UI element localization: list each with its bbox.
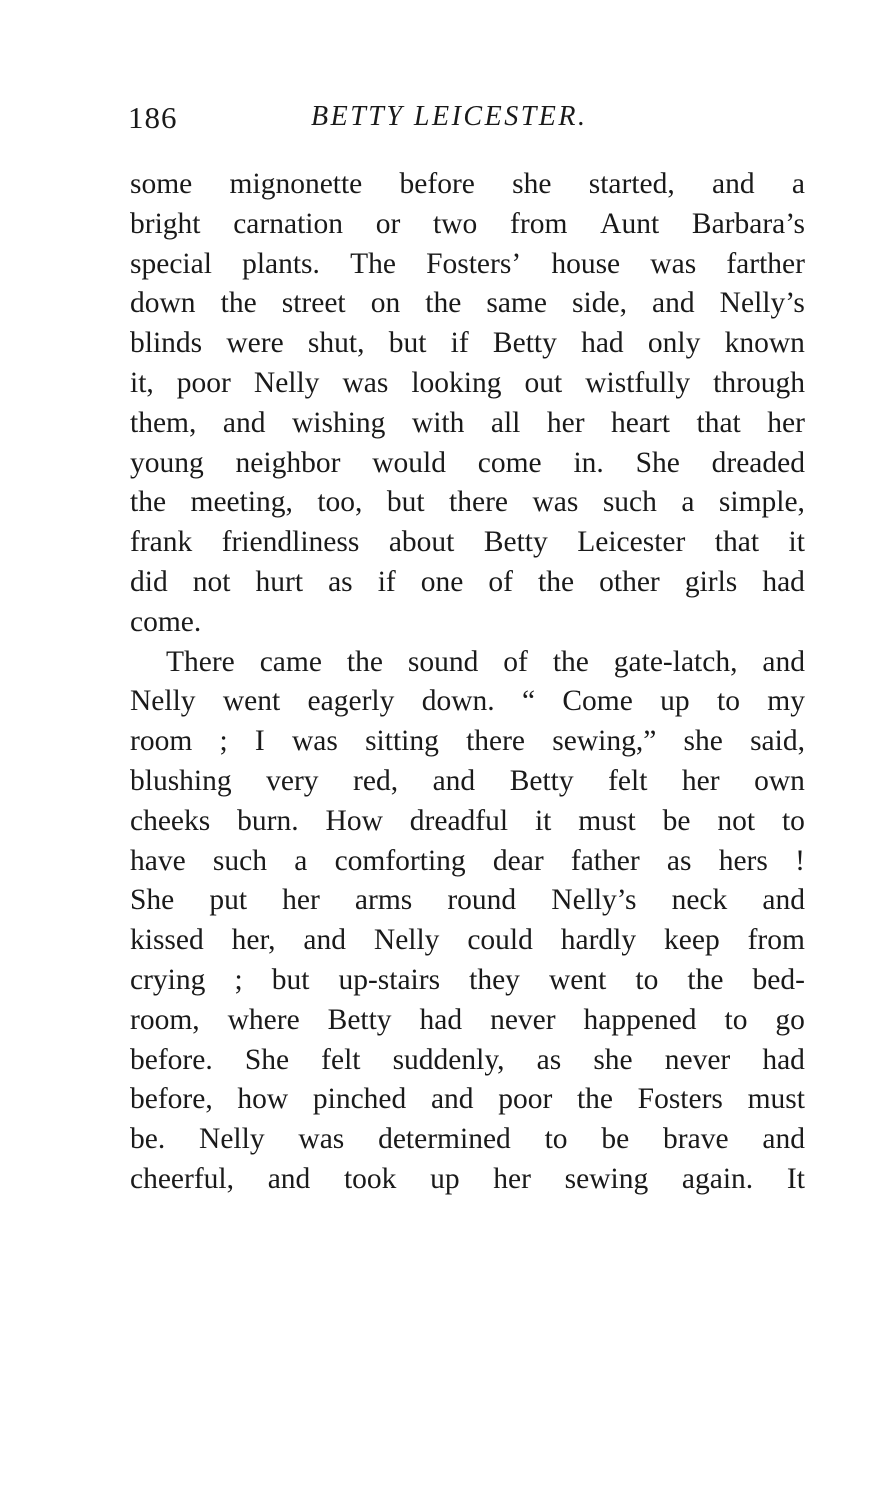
text-line [130,921,805,961]
word: the [576,1083,613,1116]
word: Come [562,685,633,718]
text-line [130,444,805,484]
word: father [570,844,640,877]
word: felt [608,764,648,797]
text-line [130,682,805,722]
word: determined [378,1123,511,1156]
word: in. [573,446,604,479]
word: be [601,1123,630,1156]
word: arms [354,884,413,917]
word: the [346,645,383,678]
word: Nelly’s [551,884,637,917]
word: Fosters’ [426,247,522,280]
word: or [375,207,401,240]
word: dreaded [711,446,805,479]
word: to [781,804,805,837]
word: and [762,645,805,678]
word: her [493,1162,531,1195]
word: Betty [492,327,557,360]
word: ; [219,725,228,758]
body-text [130,165,805,1200]
word: very [266,764,319,797]
word: was [532,486,579,519]
word: had [419,1003,463,1036]
word: did [130,565,168,598]
word: her [282,884,320,917]
word: not [717,804,756,837]
word: was [342,366,389,399]
word: she [683,725,723,758]
word: had [762,565,805,598]
word: of [488,565,513,598]
word: round [447,884,517,917]
word: my [767,685,805,718]
word: Nelly [130,685,196,718]
word: plants. [242,247,320,280]
text-line [130,961,805,1001]
word: Barbara’s [691,207,805,240]
word: blinds [130,327,203,360]
word: mignonette [229,168,363,200]
word: There [166,645,235,678]
word: there [449,486,509,519]
word: how [237,1083,289,1116]
text-line [130,205,805,245]
word: said, [750,725,805,758]
word: special [130,247,212,280]
word: the [220,287,257,320]
word: crying [130,963,206,996]
word: bed- [752,963,805,996]
word: her, [231,924,276,957]
word: from [510,207,568,240]
word: pinched [312,1083,407,1116]
word: before. [130,1043,213,1076]
word: again. [681,1162,754,1195]
word: cheeks [130,804,211,837]
word: poor [498,1083,553,1116]
word: was [298,1123,345,1156]
word: before [399,168,475,200]
word: if [450,327,469,360]
word: and [762,884,805,917]
word: started, [588,168,675,200]
word: and [712,168,755,200]
word: Nelly [373,924,440,957]
word: looking [411,366,502,399]
word: suddenly, [392,1043,505,1076]
word: felt [321,1043,361,1076]
word: came [259,645,322,678]
word: red, [353,764,399,797]
word: and [652,287,695,320]
page-number: 186 [128,100,178,135]
word: neck [671,884,728,917]
word: and [432,764,476,797]
word: her [681,764,720,797]
text-line [130,364,805,404]
word: hurt [255,565,304,598]
word: as [328,565,353,598]
text-line [130,1080,805,1120]
word: before, [130,1083,213,1116]
word: down. [421,685,495,718]
word: meeting, [190,486,293,519]
text-line [130,523,805,563]
word: I [254,725,265,758]
word: hardly [560,924,637,957]
word: Betty [483,526,548,559]
word: it [534,804,552,837]
text-line [130,284,805,324]
word: but [386,486,425,519]
word: Nelly’s [719,287,805,320]
word: The [350,247,396,280]
word: all [490,406,521,439]
word: up-stairs [338,963,441,996]
word: ! [795,844,805,877]
word: of [503,645,528,678]
word: the [538,565,575,598]
word: Aunt [600,207,660,240]
word: with [411,406,465,439]
paragraph-start-line [130,643,805,683]
word: heart [611,406,670,439]
paragraph-end-line: come. [130,605,202,638]
word: known [724,327,805,360]
word: on [370,287,401,320]
text-line [130,165,805,205]
text-line [130,1001,805,1041]
word: the [552,645,589,678]
word: and [222,406,266,439]
word: She [635,446,680,479]
word: hers [718,844,768,877]
word: as [536,1043,562,1076]
text-line [130,722,805,762]
word: room, [130,1003,200,1036]
word: wishing [291,406,386,439]
word: bright [130,207,201,240]
word: friendliness [221,526,360,559]
word: and [430,1083,474,1116]
word: had [762,1043,805,1076]
word: down [130,287,196,320]
word: was [650,247,697,280]
word: It [786,1162,805,1195]
word: too, [317,486,363,519]
word: neighbor [235,446,341,479]
word: ; [234,963,243,996]
word: went [548,963,607,996]
text-line [130,1120,805,1160]
word: to [724,1003,748,1036]
word: Fosters [637,1083,723,1116]
word: carnation [233,207,343,240]
word: frank [130,526,193,559]
word: come [477,446,542,479]
word: took [343,1162,397,1195]
word: a [294,844,308,877]
word: She [130,884,175,917]
word: were [226,327,284,360]
word: a [791,168,805,200]
word: it, [130,366,154,399]
text-line [130,245,805,285]
word: gate-latch, [613,645,738,678]
word: could [467,924,533,957]
word: own [754,764,805,797]
word: to [544,1123,568,1156]
word: the [687,963,724,996]
word: to [635,963,659,996]
word: such [212,844,267,877]
text-line [130,842,805,882]
word: Leicester [577,526,686,559]
word: have [130,844,186,877]
text-line [130,483,805,523]
word: was [291,725,338,758]
word: about [388,526,455,559]
word: only [647,327,701,360]
word: blushing [130,764,232,797]
word: street [281,287,346,320]
word: and [267,1162,311,1195]
word: had [581,327,624,360]
word: one [420,565,464,598]
word: never [490,1003,556,1036]
word: went [222,685,281,718]
word: never [664,1043,731,1076]
word: dear [492,844,544,877]
word: poor [176,366,231,399]
word: brave [663,1123,729,1156]
word: such [602,486,657,519]
word: but [388,327,427,360]
word: house [551,247,621,280]
word: happened [583,1003,697,1036]
word: if [377,565,396,598]
word: but [271,963,310,996]
word: sewing [564,1162,649,1195]
word: shut, [307,327,365,360]
word: wistfully [585,366,691,399]
word: through [713,366,805,399]
text-line [130,881,805,921]
word: where [227,1003,300,1036]
word: sitting [365,725,439,758]
word: go [775,1003,805,1036]
word: up [660,685,690,718]
word: kissed [130,924,204,957]
word: sewing,” [552,725,657,758]
word: cheerful, [130,1162,234,1195]
word: she [593,1043,633,1076]
text-line [130,563,805,603]
word: Nelly [253,366,320,399]
word: that [696,406,741,439]
word: eagerly [307,685,395,718]
word: as [666,844,692,877]
word: be [662,804,691,837]
word: them, [130,406,197,439]
word: side, [572,287,627,320]
word: would [372,446,446,479]
word: her [546,406,585,439]
word: dreadful [409,804,509,837]
word: She [244,1043,290,1076]
word: to [717,685,740,718]
word: other [599,565,660,598]
word: room [130,725,193,758]
word: be. [130,1123,166,1156]
word: there [466,725,526,758]
word: some [130,168,193,200]
word: sound [407,645,479,678]
word: burn. [237,804,299,837]
word: the [130,486,167,519]
text-line [130,802,805,842]
word: up [430,1162,460,1195]
word: and [762,1123,805,1156]
word: and [303,924,346,957]
word: not [192,565,231,598]
word: “ [521,685,536,718]
word: farther [726,247,805,280]
text-line [130,1041,805,1081]
word: simple, [718,486,805,519]
word: keep [664,924,720,957]
word: How [325,804,383,837]
word: she [512,168,552,200]
book-title: BETTY LEICESTER. [311,101,588,132]
text-line [130,762,805,802]
word: Betty [509,764,574,797]
word: they [469,963,520,996]
text-line [130,324,805,364]
word: Betty [327,1003,392,1036]
word: her [767,406,805,439]
word: girls [684,565,738,598]
text-line [130,404,805,444]
word: must [747,1083,805,1116]
word: put [209,884,248,917]
word: out [524,366,563,399]
word: a [681,486,695,519]
text-line [130,1160,805,1200]
word: must [578,804,636,837]
word: young [130,446,204,479]
word: comforting [334,844,466,877]
word: two [433,207,478,240]
word: it [788,526,805,559]
word: the [425,287,462,320]
word: that [714,526,760,559]
word: from [747,924,805,957]
running-head [128,100,818,146]
word: same [486,287,547,320]
word: Nelly [199,1123,265,1156]
